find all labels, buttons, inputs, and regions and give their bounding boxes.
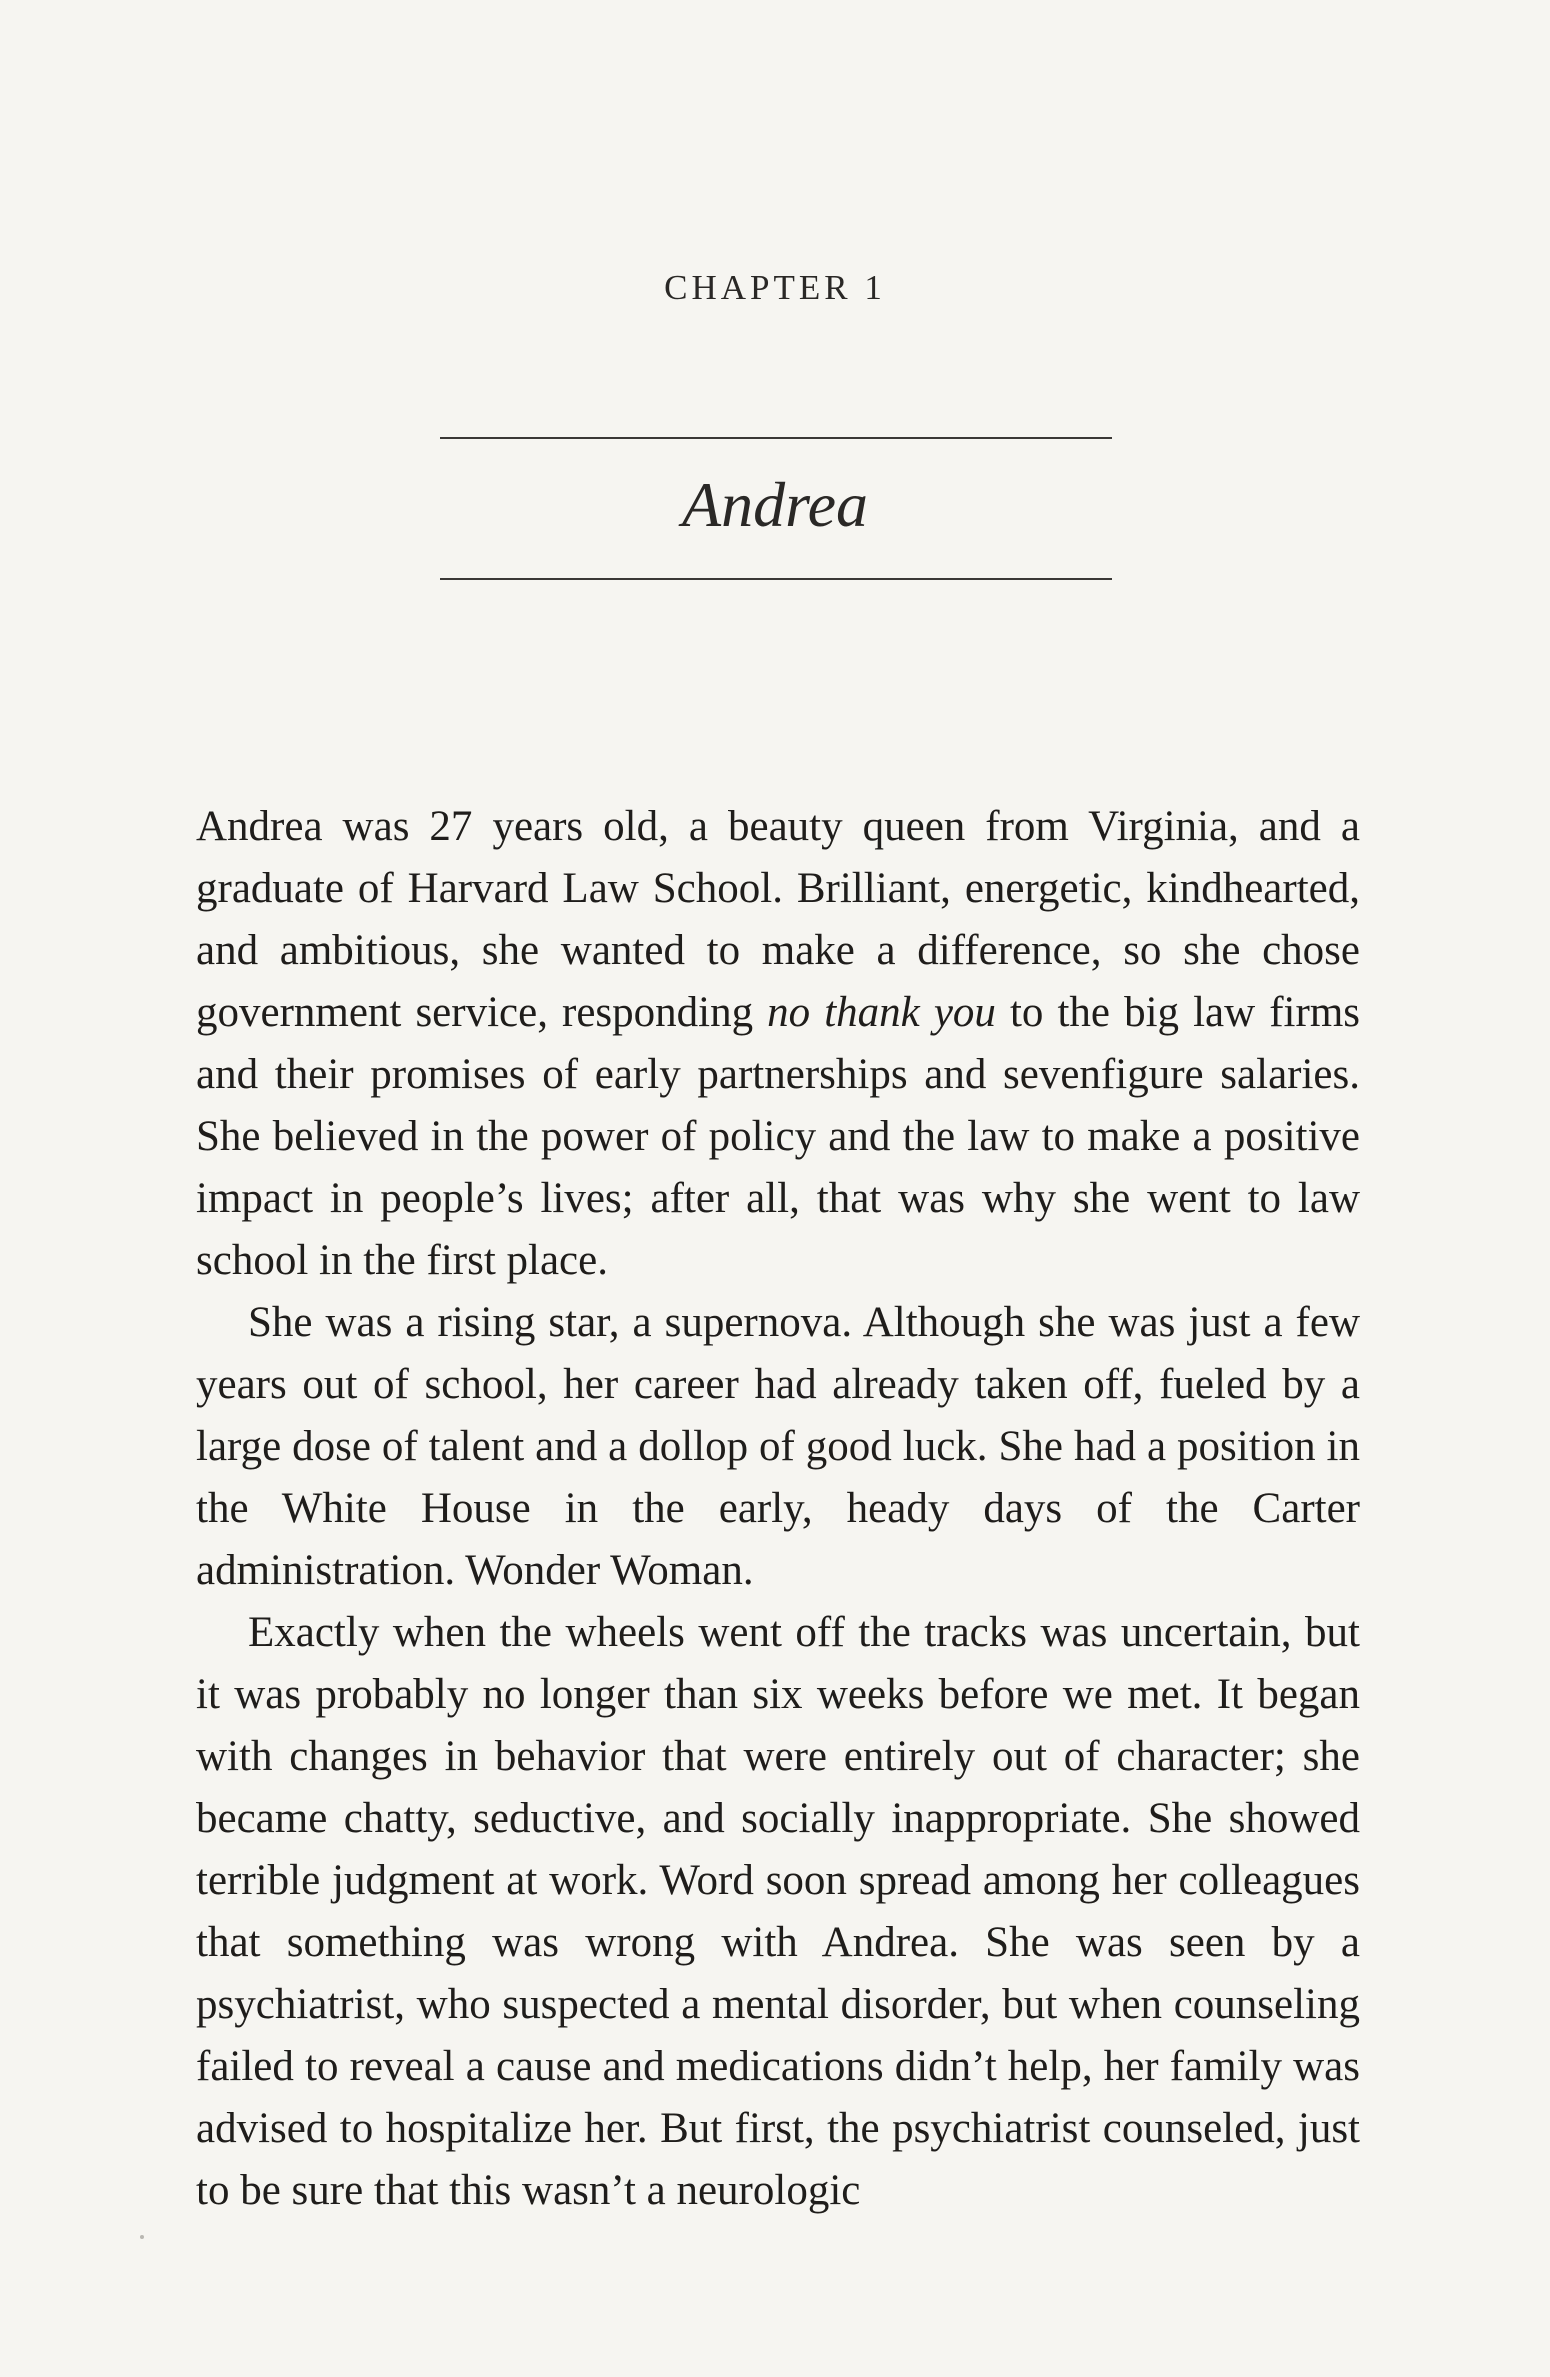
paragraph-1-emphasis: no thank you xyxy=(767,989,996,1036)
chapter-label: CHAPTER 1 xyxy=(664,268,886,307)
scan-speck xyxy=(140,2235,144,2239)
title-rule-bottom xyxy=(440,578,1112,580)
paragraph-3: Exactly when the wheels went off the tracks was uncertain, but it was probably no longer than six weeks before we met. It began with changes in behavior that were entirely out of character; she became chatty, seductive, and socially inappropriate. She showed terrible judgment at work. Word soon spread among her colleagues that something was wrong with Andrea. She was seen by a psychiatrist, who suspected a mental disorder, but when counseling failed to reveal a cause and medications didn’t help, her family was advised to hospitalize her. But first, the psychiatrist counseled, just to be sure that this wasn’t a neurologic xyxy=(196,1609,1360,2214)
paragraph-1-text-b: to the big law firms and their promises of early partnerships and sevenfigure salaries. She believed in the power of policy and the law to make a positive impact in people’s lives; after all, that was why she went to law school in the first place. xyxy=(196,989,1361,1284)
paragraph-1 xyxy=(196,796,1360,1292)
chapter-title: Andrea xyxy=(681,469,869,540)
title-rule-top xyxy=(440,437,1112,439)
paragraph-1-text-a: Andrea was 27 years old, a beauty queen from Virginia, and a graduate of Harvard Law School. Brilliant, energetic, kindhearted, and ambitious, she wanted to make a difference, so she chose government service, responding xyxy=(196,803,1360,1036)
paragraph-2: She was a rising star, a supernova. Although she was just a few years out of school, her career had already taken off, fueled by a large dose of talent and a dollop of good luck. She had a position in the White House in the early, heady days of the Carter administration. Wonder Woman. xyxy=(196,1299,1360,1594)
chapter-body xyxy=(196,796,1360,2222)
